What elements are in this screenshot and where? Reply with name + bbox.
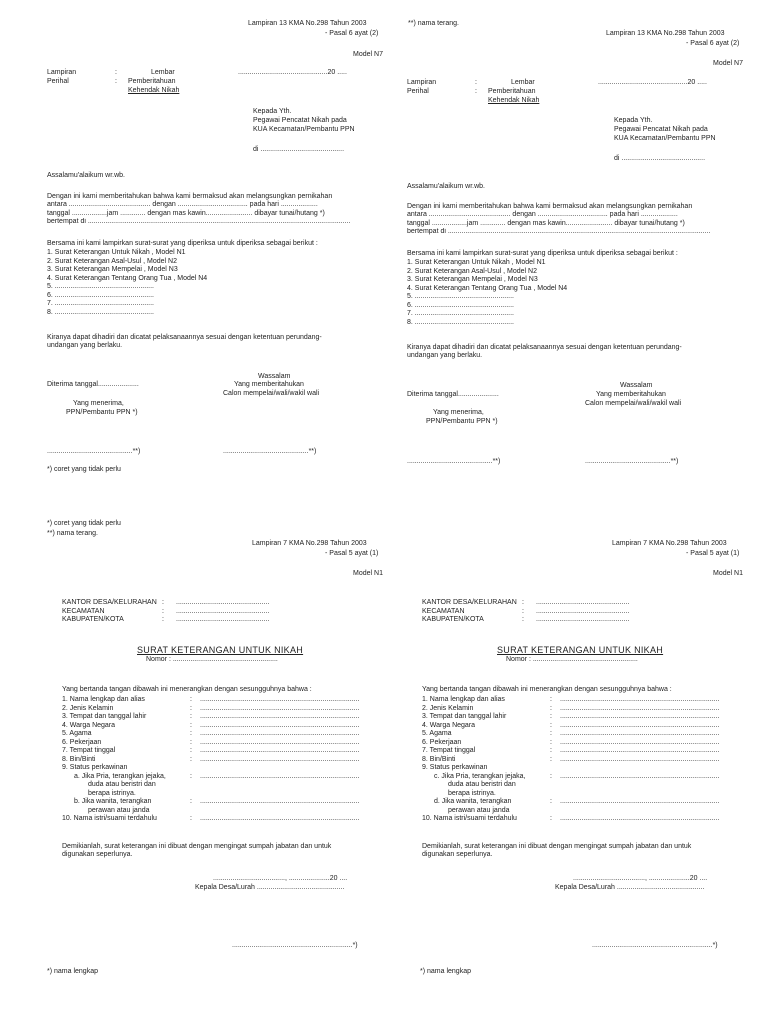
n7-para-right: Dengan ini kami memberitahukan bahwa kami bermaksud akan melangsungkan pernikahan antara .......................................... dengan .................................... pada hari ................... tanggal ..................jam ............. dengan mas kawin........................ dibayar tunai/hutang *) bertempat di ....................................................................................................................................... (407, 203, 711, 235)
n1-signature-left: ..............................................................*) (232, 942, 358, 949)
list-item: 6. ................................................... (407, 301, 514, 309)
n7-model-left: Model N7 (353, 51, 383, 58)
n7-salam-right: Assalamu'alaikum wr.wb. (407, 183, 485, 190)
n7-yang-menerima-left: Yang menerima, (73, 400, 124, 407)
n1-pasal-left: - Pasal 5 ayat (1) (325, 550, 379, 557)
list-item: 8. ................................................... (47, 308, 154, 316)
n7-calon-right: Calon mempelai/wali/wakil wali (585, 400, 682, 407)
list-item: 1. Surat Keterangan Untuk Nikah , Model N1 (47, 249, 186, 256)
n1-lampiran-right: Lampiran 7 KMA No.298 Tahun 2003 (612, 540, 727, 547)
n7-salam-left: Assalamu'alaikum wr.wb. (47, 172, 125, 179)
n7-di-left: di ........................................... (253, 146, 345, 153)
n1-intro-left: Yang bertanda tangan dibawah ini menerangkan dengan sesungguhnya bahwa : (62, 686, 312, 693)
n7-sig-right-left: ............................................**) (223, 448, 317, 455)
n1-office-right: KANTOR DESA/KELURAHAN : ................................................ KECAMATAN : ................................................ KABUPATEN/KOTA : ................................................ (422, 599, 630, 623)
n1-footnote-left: *) nama lengkap (47, 968, 98, 975)
n7-perihal-value2-right: Kehendak Nikah (488, 97, 540, 104)
n1-footnote-right: *) nama lengkap (420, 968, 471, 975)
n1-title-left: SURAT KETERANGAN UNTUK NIKAH (137, 645, 304, 655)
list-item: 2. Surat Keterangan Asal-Usul , Model N2 (407, 267, 537, 275)
n7-ppn-left: PPN/Pembantu PPN *) (66, 409, 138, 416)
n7-wassalam-right: Wassalam (620, 382, 653, 389)
list-item: 7. ................................................... (47, 300, 154, 307)
n1-date-left: ....................................., .....................20 .... (213, 875, 348, 882)
n1-kepala-right: Kepala Desa/Lurah ............................................. (555, 884, 705, 891)
n1-date-right: ....................................., .....................20 .... (573, 875, 708, 882)
n1-kepala-left: Kepala Desa/Lurah ............................................. (195, 884, 345, 891)
n7-date-right: ..............................................20 ..... (598, 79, 707, 86)
n7-di-right: di ........................................... (614, 155, 706, 162)
n1-model-left: Model N1 (353, 570, 383, 577)
n7-pegawai-right: Pegawai Pencatat Nikah pada (614, 126, 708, 133)
middle-note-1: *) coret yang tidak perlu (47, 520, 121, 527)
list-item: 6. ................................................... (47, 291, 154, 299)
n7-perihal-value2-left: Kehendak Nikah (128, 87, 180, 94)
n7-wassalam-left: Wassalam (258, 373, 291, 380)
n7-kepada-left: Kepada Yth. (253, 108, 292, 115)
n1-model-right: Model N1 (713, 570, 743, 577)
n1-intro-right: Yang bertanda tangan dibawah ini menerangkan dengan sesungguhnya bahwa : (422, 686, 672, 693)
list-item: 5. ................................................... (47, 283, 154, 290)
n7-calon-left: Calon mempelai/wali/wakil wali (223, 390, 320, 397)
n7-para-left: Dengan ini kami memberitahukan bahwa kami bermaksud akan melangsungkan pernikahan antara .......................................... dengan .................................... pada hari ................... tanggal ..................jam ............. dengan mas kawin........................ dibayar tunai/hutang *) bertempat di ....................................................................................................................................... (47, 193, 351, 225)
list-item: 8. ................................................... (407, 318, 514, 326)
n7-items-right (407, 259, 567, 327)
list-item: 2. Surat Keterangan Asal-Usul , Model N2 (47, 257, 177, 265)
n7-model-right: Model N7 (713, 60, 743, 67)
n7-bersama-right: Bersama ini kami lampirkan surat-surat yang diperiksa untuk diperiksa sebagai berikut : (407, 250, 678, 257)
n7-kiranya-left: Kiranya dapat dihadiri dan dicatat pelaksanaannya sesuai dengan ketentuan perundang- undangan yang berlaku. (47, 334, 322, 350)
n7-kiranya-right: Kiranya dapat dihadiri dan dicatat pelaksanaannya sesuai dengan ketentuan perundang- undangan yang berlaku. (407, 344, 682, 360)
list-item: 5. ................................................... (407, 293, 514, 300)
n1-office-left: KANTOR DESA/KELURAHAN : ................................................ KECAMATAN : ................................................ KABUPATEN/KOTA : ................................................ (62, 599, 270, 623)
n1-pasal-right: - Pasal 5 ayat (1) (686, 550, 740, 557)
n1-lampiran-left: Lampiran 7 KMA No.298 Tahun 2003 (252, 540, 367, 547)
n7-date-left: ..............................................20 ..... (238, 69, 347, 76)
n1-title-right: SURAT KETERANGAN UNTUK NIKAH (497, 645, 664, 655)
n7-lampiran-row-right: Lampiran : Lembar (407, 79, 535, 86)
list-item: 4. Surat Keterangan Tentang Orang Tua , Model N4 (407, 284, 568, 292)
n1-nomor-left: Nomor : ...................................................... (146, 656, 278, 663)
top-right-note: **) nama terang. (408, 20, 459, 27)
n1-demikian-left: Demikianlah, surat keterangan ini dibuat dengan mengingat sumpah jabatan dan untuk digunakan seperlunya. (62, 843, 332, 859)
n7-sig-right-right: ............................................**) (585, 458, 679, 465)
n7-yang-menerima-right: Yang menerima, (433, 409, 484, 416)
n1-signature-right: ..............................................................*) (592, 942, 718, 949)
n7-lampiran-right: Lampiran 13 KMA No.298 Tahun 2003 (606, 30, 725, 37)
n7-kua-left: KUA Kecamatan/Pembantu PPN (253, 126, 355, 133)
n7-pegawai-left: Pegawai Pencatat Nikah pada (253, 117, 347, 124)
n7-diterima-right: Diterima tanggal..................... (407, 391, 499, 398)
n7-diterima-left: Diterima tanggal..................... (47, 381, 139, 388)
list-item: 3. Surat Keterangan Mempelai , Model N3 (407, 276, 538, 283)
list-item: 7. ................................................... (407, 310, 514, 317)
n1-fields-right: 1. Nama lengkap dan alias : .................................................................................. 2. Jenis Kelamin : .................................................................................. 3. Tempat dan tanggal lahir : .................................................................................. 4. Warga Negara : .................................................................................. 5. Agama : .................................................................................. 6. Pekerjaan : .................................................................................. 7. Tempat tinggal : .................................................................................. 8. Bin/Binti : .................................................................................. 9. Status perkawinan c. Jika Pria, terangkan jejaka, : .................................................................................. duda atau beristri dan berapa istrinya. d. Jika wanita, terangkan : .................................................................................. perawan atau janda 10. Nama istri/suami terdahulu : .................................................................................. (422, 696, 720, 822)
n7-kua-right: KUA Kecamatan/Pembantu PPN (614, 135, 716, 142)
n7-sig-left-right: ............................................**) (407, 458, 501, 465)
n7-yang-memberitahukan-left: Yang memberitahukan (234, 381, 304, 388)
list-item: 4. Surat Keterangan Tentang Orang Tua , Model N4 (47, 274, 208, 282)
n7-yang-memberitahukan-right: Yang memberitahukan (596, 391, 666, 398)
n7-pasal-left: - Pasal 6 ayat (2) (325, 30, 379, 37)
n7-kepada-right: Kepada Yth. (614, 117, 653, 124)
n7-ppn-right: PPN/Pembantu PPN *) (426, 418, 498, 425)
n7-perihal-row-left: Perihal : Pemberitahuan (47, 78, 176, 85)
middle-note-2: **) nama terang. (47, 530, 98, 537)
list-item: 1. Surat Keterangan Untuk Nikah , Model N1 (407, 259, 546, 266)
n7-lampiran-left: Lampiran 13 KMA No.298 Tahun 2003 (248, 20, 367, 27)
n7-pasal-right: - Pasal 6 ayat (2) (686, 40, 740, 47)
n7-bersama-left: Bersama ini kami lampirkan surat-surat yang diperiksa untuk diperiksa sebagai berikut : (47, 240, 318, 247)
n1-nomor-right: Nomor : ...................................................... (506, 656, 638, 663)
n7-lampiran-row-left: Lampiran : Lembar (47, 69, 175, 76)
n1-demikian-right: Demikianlah, surat keterangan ini dibuat dengan mengingat sumpah jabatan dan untuk digunakan seperlunya. (422, 843, 692, 859)
n7-perihal-row-right: Perihal : Pemberitahuan (407, 88, 536, 95)
list-item: 3. Surat Keterangan Mempelai , Model N3 (47, 266, 178, 273)
n1-fields-left: 1. Nama lengkap dan alias : .................................................................................. 2. Jenis Kelamin : .................................................................................. 3. Tempat dan tanggal lahir : .................................................................................. 4. Warga Negara : .................................................................................. 5. Agama : .................................................................................. 6. Pekerjaan : .................................................................................. 7. Tempat tinggal : .................................................................................. 8. Bin/Binti : .................................................................................. 9. Status perkawinan a. Jika Pria, terangkan jejaka, : .................................................................................. duda atau beristri dan berapa istrinya. b. Jika wanita, terangkan : .................................................................................. perawan atau janda 10. Nama istri/suami terdahulu : .................................................................................. (62, 696, 360, 822)
n7-items-left (47, 249, 207, 317)
n7-footnote-left: *) coret yang tidak perlu (47, 466, 121, 473)
n7-sig-left-left: ............................................**) (47, 448, 141, 455)
